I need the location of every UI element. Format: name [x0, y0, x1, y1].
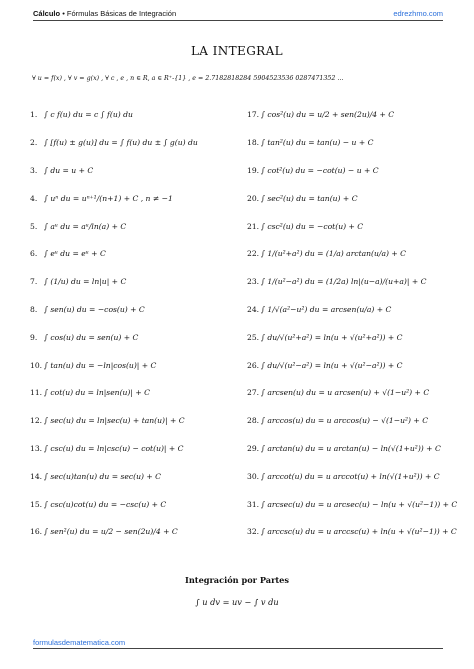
formula-expression: ∫ arcsec(u) du = u arcsec(u) − ln(u + √(u²−1)) + C [261, 499, 458, 509]
formula-item [30, 101, 240, 129]
formula-item [247, 268, 457, 296]
formula-number: 3. [30, 165, 38, 175]
formula-item [30, 240, 240, 268]
formula-expression: ∫ arccsc(u) du = u arccsc(u) + ln(u + √(u²−1)) + C [261, 527, 457, 537]
formula-expression: ∫ 1/(u²+a²) du = (1/a) arctan(u/a) + C [261, 249, 406, 259]
formula-item [30, 351, 240, 379]
formula-expression: ∫ tan²(u) du = tan(u) − u + C [261, 138, 374, 148]
formula-number: 17. [247, 110, 260, 120]
formula-expression: ∫ csc²(u) du = −cot(u) + C [261, 221, 364, 231]
formula-expression: ∫ sen²(u) du = u/2 − sen(2u)/4 + C [44, 527, 178, 537]
formula-item [247, 490, 457, 518]
formula-expression: ∫ 1/(u²−a²) du = (1/2a) ln|(u−a)/(u+a)| + C [261, 277, 427, 287]
formula-expression: ∫ 1/√(a²−u²) du = arcsen(u/a) + C [261, 304, 392, 314]
formula-number: 23. [247, 277, 260, 287]
formula-item [30, 157, 240, 185]
formula-number: 19. [247, 165, 260, 175]
parts-formula: ∫ u dv = uv − ∫ v du [195, 597, 279, 607]
formula-number: 13. [30, 443, 43, 453]
formula-number: 18. [247, 138, 260, 148]
formula-expression: ∫ uⁿ du = uⁿ⁺¹/(n+1) + C , n ≠ −1 [44, 193, 173, 203]
formula-number: 14. [30, 471, 43, 481]
formula-expression: ∫ sec(u)tan(u) du = sec(u) + C [44, 471, 161, 481]
formula-number: 5. [30, 221, 38, 231]
formula-number: 15. [30, 499, 43, 509]
formula-item [247, 184, 457, 212]
footer-site-link[interactable]: formulasdematematica.com [33, 638, 126, 647]
formula-item [30, 435, 240, 463]
formula-item [30, 462, 240, 490]
formula-number: 32. [247, 527, 260, 537]
formula-number: 21. [247, 221, 260, 231]
formula-number: 24. [247, 304, 260, 314]
formula-item [247, 296, 457, 324]
formula-item [247, 212, 457, 240]
formula-expression: ∫ arcsen(u) du = u arcsen(u) + √(1−u²) + C [261, 388, 430, 398]
formula-expression: ∫ du = u + C [44, 165, 94, 175]
formula-item [30, 379, 240, 407]
formula-expression: ∫ cot²(u) du = −cot(u) − u + C [261, 165, 379, 175]
formula-number: 31. [247, 499, 260, 509]
formula-expression: ∫ arctan(u) du = u arctan(u) − ln(√(1+u²)) + C [261, 443, 441, 453]
formulas-right-column [247, 101, 457, 546]
formula-expression: ∫ cot(u) du = ln|sen(u)| + C [44, 388, 150, 398]
header-site-link[interactable]: edrezhmo.com [393, 9, 443, 18]
formula-item [247, 351, 457, 379]
formula-number: 7. [30, 277, 38, 287]
formula-item [247, 435, 457, 463]
formula-number: 12. [30, 416, 43, 426]
footer-rule [33, 648, 443, 649]
definitions-line: ∀ u = f(x) , ∀ v = g(x) , ∀ c , e , n ∈ R, a ∈ R⁺-{1} , e = 2.7182818284 5904523536 0287471352 ... [32, 75, 344, 82]
formula-number: 8. [30, 304, 38, 314]
formula-expression: ∫ cos²(u) du = u/2 + sen(2u)/4 + C [261, 110, 395, 120]
formula-item [30, 296, 240, 324]
formula-item [247, 101, 457, 129]
formula-expression: ∫ sen(u) du = −cos(u) + C [44, 304, 145, 314]
formula-number: 6. [30, 249, 38, 259]
formula-number: 20. [247, 193, 260, 203]
formula-item [247, 379, 457, 407]
formula-number: 10. [30, 360, 43, 370]
formula-number: 1. [30, 110, 38, 120]
formula-number: 26. [247, 360, 260, 370]
formula-expression: ∫ csc(u) du = ln|csc(u) − cot(u)| + C [44, 443, 184, 453]
formula-item [247, 323, 457, 351]
formula-expression: ∫ csc(u)cot(u) du = −csc(u) + C [44, 499, 167, 509]
formula-item [30, 212, 240, 240]
header-rule [33, 20, 443, 21]
parts-section-title: Integración por Partes [185, 575, 289, 585]
header-subject [33, 9, 176, 18]
formula-number: 22. [247, 249, 260, 259]
formula-expression: ∫ [f(u) ± g(u)] du = ∫ f(u) du ± ∫ g(u) du [44, 138, 198, 148]
formula-expression: ∫ cos(u) du = sen(u) + C [44, 332, 139, 342]
formula-number: 4. [30, 193, 38, 203]
header-subject-bold: Cálculo [33, 9, 61, 18]
formula-item [30, 184, 240, 212]
formula-expression: ∫ tan(u) du = −ln|cos(u)| + C [44, 360, 157, 370]
formula-expression: ∫ aᵘ du = aᵘ/ln(a) + C [44, 221, 127, 231]
formula-number: 27. [247, 388, 260, 398]
formula-expression: ∫ du/√(u²−a²) = ln(u + √(u²−a²)) + C [261, 360, 403, 370]
formula-item [247, 240, 457, 268]
formula-item [30, 268, 240, 296]
formula-item [247, 157, 457, 185]
formula-number: 30. [247, 471, 260, 481]
formula-item [30, 490, 240, 518]
formula-expression: ∫ eᵘ du = eᵘ + C [44, 249, 106, 259]
formula-number: 16. [30, 527, 43, 537]
formula-number: 11. [30, 388, 43, 398]
formula-item [247, 407, 457, 435]
formula-item [30, 129, 240, 157]
formula-number: 28. [247, 416, 260, 426]
formula-expression: ∫ (1/u) du = ln|u| + C [44, 277, 127, 287]
formula-expression: ∫ sec²(u) du = tan(u) + C [261, 193, 358, 203]
formula-number: 25. [247, 332, 260, 342]
formula-number: 29. [247, 443, 260, 453]
header-subtitle: • Fórmulas Básicas de Integración [62, 9, 177, 18]
formula-item [247, 129, 457, 157]
formulas-left-column [30, 101, 240, 546]
formula-number: 2. [30, 138, 38, 148]
formula-expression: ∫ c f(u) du = c ∫ f(u) du [44, 110, 133, 120]
formula-number: 9. [30, 332, 38, 342]
formula-item [30, 323, 240, 351]
formula-item [30, 407, 240, 435]
formula-expression: ∫ arccot(u) du = u arccot(u) + ln(√(1+u²)) + C [261, 471, 440, 481]
formula-expression: ∫ sec(u) du = ln|sec(u) + tan(u)| + C [44, 416, 185, 426]
formula-item [247, 518, 457, 546]
formula-item [247, 462, 457, 490]
page-title: LA INTEGRAL [190, 44, 284, 58]
formula-item [30, 518, 240, 546]
formula-expression: ∫ arccos(u) du = u arccos(u) − √(1−u²) + C [261, 416, 429, 426]
formula-expression: ∫ du/√(u²+a²) = ln(u + √(u²+a²)) + C [261, 332, 403, 342]
